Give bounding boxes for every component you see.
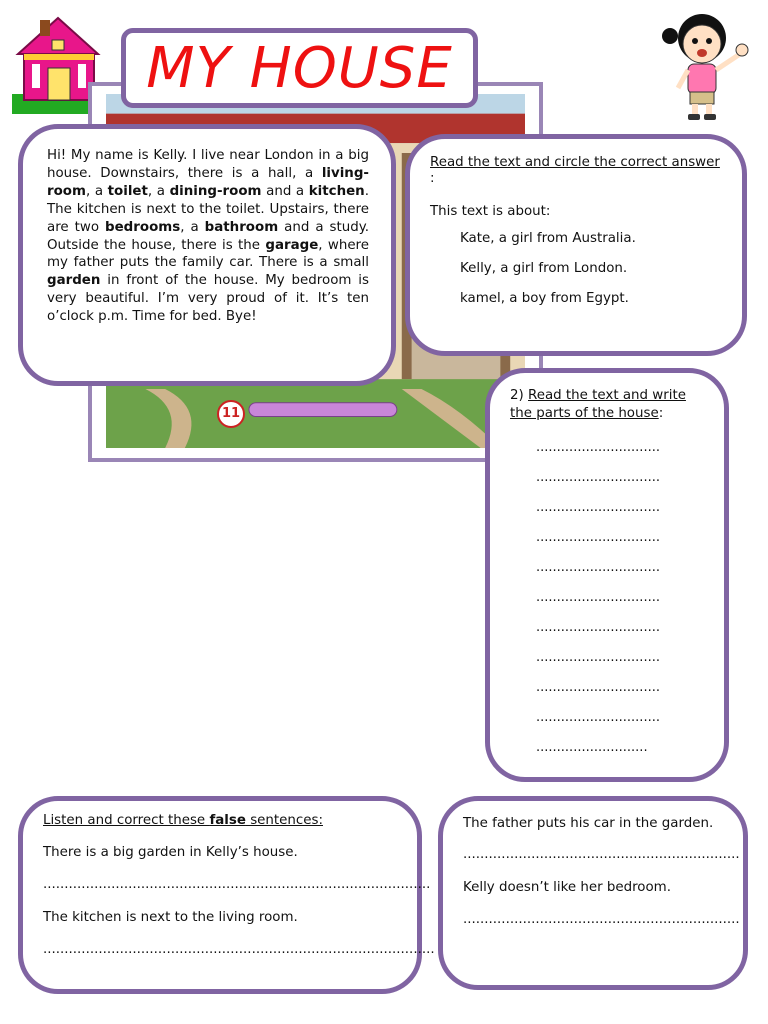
question-4-box bbox=[438, 796, 748, 990]
story-text: , a bbox=[85, 183, 108, 199]
answer-line-2[interactable]: ............................................................................................ bbox=[43, 942, 435, 957]
instruction-text: Listen and correct these bbox=[43, 813, 210, 828]
answer-option-label: Kate, a girl from Australia. bbox=[460, 231, 636, 246]
girl-character-icon bbox=[652, 8, 754, 124]
answer-line-1[interactable]: ........................................................................................... bbox=[43, 877, 431, 892]
blank-line[interactable]: .............................. bbox=[536, 590, 660, 605]
blank-line[interactable]: .............................. bbox=[536, 530, 660, 545]
story-text: in front of the house. My bedroom is very beautiful. I’m very proud of it. It’s ten o’clock p.m. Time for bed. Bye! bbox=[47, 273, 369, 325]
keyword: toilet bbox=[107, 183, 148, 199]
question-1-prompt: This text is about: bbox=[430, 204, 551, 219]
statement-1 bbox=[463, 815, 719, 832]
answer-blank-10[interactable] bbox=[536, 703, 708, 733]
answer-line-4[interactable]: ................................................................. bbox=[463, 912, 740, 927]
blank-line[interactable]: .............................. bbox=[536, 470, 660, 485]
question-1-box bbox=[405, 134, 747, 356]
blank-line[interactable]: ........................... bbox=[536, 740, 648, 755]
title-box bbox=[121, 28, 478, 108]
statement-2 bbox=[463, 880, 719, 895]
question-2-instruction: Read the text and write the parts of the house bbox=[510, 388, 686, 421]
answer-blank-4[interactable] bbox=[536, 523, 708, 553]
answer-option-1[interactable] bbox=[460, 224, 722, 254]
story-text: , a bbox=[147, 183, 170, 199]
answer-blank-8[interactable] bbox=[536, 643, 708, 673]
answer-blank-5[interactable] bbox=[536, 553, 708, 583]
question-2-box bbox=[485, 368, 729, 782]
sentence-text: The kitchen is next to the living room. bbox=[43, 910, 298, 925]
story-text: , a bbox=[180, 219, 205, 235]
question-number: 2) bbox=[510, 388, 529, 403]
false-sentence-1 bbox=[43, 845, 395, 860]
number-badge: 11 bbox=[217, 400, 245, 428]
instruction-emphasis: false bbox=[209, 813, 246, 828]
answer-option-label: kamel, a boy from Egypt. bbox=[460, 291, 629, 306]
page-title: MY HOUSE bbox=[146, 35, 453, 101]
keyword: garage bbox=[265, 237, 319, 253]
instruction-tail: : bbox=[430, 171, 435, 186]
question-3-box bbox=[18, 796, 435, 994]
keyword: living-room bbox=[47, 165, 369, 199]
answer-option-label: Kelly, a girl from London. bbox=[460, 261, 628, 276]
blank-line[interactable]: .............................. bbox=[536, 440, 660, 455]
blank-line[interactable]: .............................. bbox=[536, 680, 660, 695]
blank-line[interactable]: .............................. bbox=[536, 650, 660, 665]
keyword: bedrooms bbox=[105, 219, 181, 235]
answer-blank-3[interactable] bbox=[536, 493, 708, 523]
answer-blank-11[interactable] bbox=[536, 733, 708, 763]
question-1-instruction: Read the text and circle the correct answer bbox=[430, 155, 720, 170]
story-text-box bbox=[18, 124, 396, 386]
blank-line[interactable]: .............................. bbox=[536, 620, 660, 635]
story-text: and a study. Outside the house, there is the bbox=[47, 219, 369, 253]
keyword: kitchen bbox=[308, 183, 365, 199]
instruction-tail: : bbox=[658, 406, 664, 421]
story-text: , where my father puts the family car. There is a small bbox=[47, 237, 370, 271]
question-3-instruction bbox=[43, 813, 395, 828]
answer-blank-2[interactable] bbox=[536, 463, 708, 493]
answer-line-3[interactable]: ................................................................. bbox=[463, 847, 740, 862]
instruction-text: sentences: bbox=[245, 813, 323, 828]
blank-line[interactable]: .............................. bbox=[536, 500, 660, 515]
sentence-text: There is a big garden in Kelly’s house. bbox=[43, 845, 298, 860]
answer-blank-7[interactable] bbox=[536, 613, 708, 643]
answer-option-3[interactable] bbox=[460, 284, 722, 314]
sentence-text: Kelly doesn’t like her bedroom. bbox=[463, 880, 671, 895]
story-text: . The kitchen is next to the toilet. Upstairs, there are two bbox=[47, 183, 369, 235]
false-sentence-2 bbox=[43, 910, 395, 925]
answer-blank-9[interactable] bbox=[536, 673, 708, 703]
story-text: and a bbox=[261, 183, 309, 199]
sentence-text: The father puts his car in the garden. bbox=[463, 816, 714, 831]
story-text: Hi! My name is Kelly. I live near London in a big house. Downstairs, there is a hall, a bbox=[47, 148, 369, 181]
keyword: dining-room bbox=[169, 183, 262, 199]
answer-blank-1[interactable] bbox=[536, 433, 708, 463]
blank-line[interactable]: .............................. bbox=[536, 560, 660, 575]
blank-line[interactable]: .............................. bbox=[536, 710, 660, 725]
answer-option-2[interactable] bbox=[460, 254, 722, 284]
keyword: bathroom bbox=[204, 219, 279, 235]
keyword: garden bbox=[47, 273, 101, 289]
answer-blank-6[interactable] bbox=[536, 583, 708, 613]
